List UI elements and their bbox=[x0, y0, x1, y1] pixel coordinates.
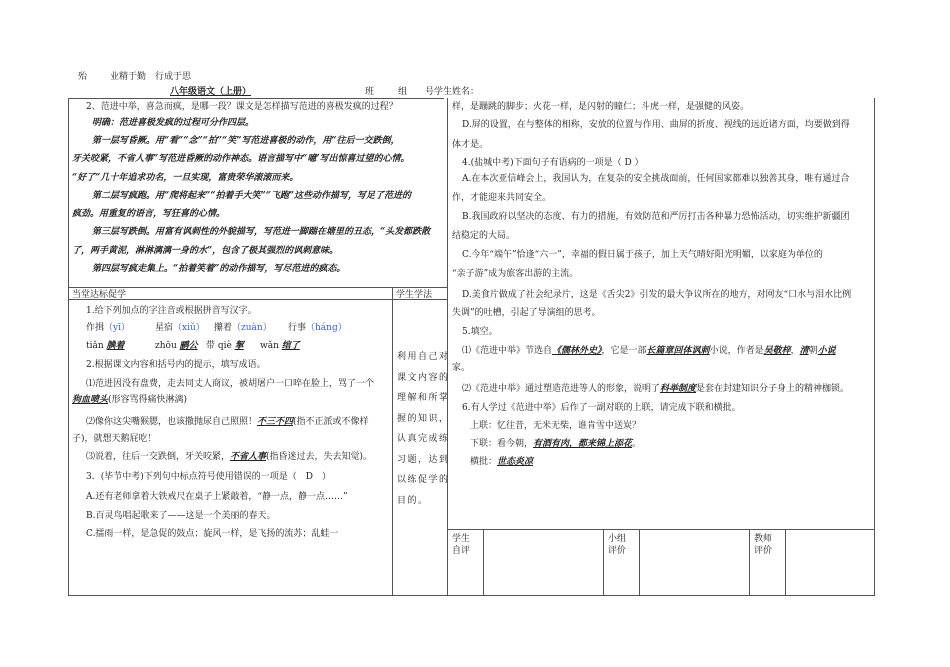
pinyin-hanzi: 鹂公 bbox=[179, 341, 198, 351]
group-eval-1: 小组 bbox=[608, 534, 627, 544]
method-line: 习题，达到 bbox=[397, 454, 450, 465]
teacher-eval-1: 教师 bbox=[754, 534, 773, 544]
pinyin-answer: （háng） bbox=[306, 323, 347, 333]
self-eval-2: 自评 bbox=[452, 546, 471, 556]
q5a-ans5: 小说 bbox=[817, 346, 836, 356]
pinyin-prompt: tiǎn bbox=[86, 341, 107, 351]
q5a-ans1: 《儒林外史》 bbox=[552, 346, 602, 356]
left-section-divider bbox=[68, 287, 448, 288]
q3-option-a: A.还有老师拿着大铁戒尺在桌子上紧敲着，“静一点，静一点……” bbox=[86, 492, 348, 502]
q2a-part2: (形容骂得痛快淋漓) bbox=[108, 395, 188, 405]
right-line: D.屏的设置，在与整体的相称，安放的位置与作用、曲屏的折度、视线的远近诸方面，均要做到得 bbox=[462, 120, 850, 130]
method-line: 握的知识， bbox=[397, 413, 450, 424]
q5a-ans2: 长篇章回体讽刺 bbox=[646, 346, 710, 356]
method-column-divider bbox=[392, 287, 393, 595]
right-line: 体才是。 bbox=[452, 140, 489, 150]
method-line: 理解和所掌 bbox=[397, 393, 450, 403]
q5b-p1: ⑵《范进中举》通过塑造范进等人的形象，说明了 bbox=[462, 384, 661, 394]
right-line: 作，才能迎来共同安全。 bbox=[452, 193, 552, 203]
pinyin-prompt: zhōu bbox=[155, 341, 180, 351]
pinyin-word: 攥着 bbox=[214, 323, 233, 333]
outer-bottom-border bbox=[68, 595, 875, 596]
q2c-part1: ⑶说着，往后一交跌倒，牙关咬紧， bbox=[86, 452, 231, 462]
method-line: 认真完成练 bbox=[397, 434, 450, 444]
q5a-p3: 小说，作者是 bbox=[709, 346, 764, 356]
q3-option-c: C.擂雨一样，是急促的鼓点；旋风一样，是飞扬的流苏；乱蛙一 bbox=[86, 529, 339, 539]
q2c-answer: 不省人事 bbox=[230, 452, 267, 462]
outer-left-border bbox=[68, 98, 69, 596]
q5a-ans4: 清 bbox=[799, 346, 809, 356]
pinyin-answer: （zuàn） bbox=[232, 323, 272, 333]
q5a-p5: 朝 bbox=[808, 346, 818, 356]
q5a-p1: ⑴《范进中举》节选自 bbox=[462, 346, 553, 356]
q5a-p2: ，它是一部 bbox=[601, 346, 647, 356]
pinyin-prompt: 带 qiè bbox=[206, 341, 235, 351]
self-eval-1: 学生 bbox=[452, 534, 471, 544]
question-2: 2、范进中举，喜急而疯，是哪一段？课文是怎样描写范进的喜极发疯的过程？ bbox=[86, 102, 398, 112]
q5a-line2: 家。 bbox=[452, 363, 471, 373]
header-underline-left bbox=[68, 98, 444, 99]
pinyin-prompt: wǎn bbox=[260, 341, 282, 351]
analysis-line: “好了”几十年追求功名，一旦实现，富贵荣华滚滚而来。 bbox=[72, 173, 299, 183]
analysis-line: 疯劲。用重复的语言，写狂喜的心情。 bbox=[72, 209, 226, 219]
pinyin-item bbox=[288, 322, 347, 334]
self-eval-label bbox=[452, 533, 470, 557]
pinyin-hanzi: 绾了 bbox=[281, 341, 300, 351]
method-line: 目的。 bbox=[397, 495, 429, 506]
pinyin-item bbox=[155, 322, 205, 334]
pinyin-answer: （yī） bbox=[104, 323, 130, 333]
lower-end: 。 bbox=[632, 439, 642, 449]
q1-prompt: 1.给下列加点的字注音或根据拼音写汉字。 bbox=[86, 306, 257, 316]
q2b-part1: ⑵像你这尖嘴猴腮，也该撒抛尿自己照照！ bbox=[86, 417, 258, 427]
q6-prompt: 6.有人学过《范进中举》后作了一副对联的上联，请完成下联和横批。 bbox=[462, 403, 741, 413]
lower-label: 下联：看今朝， bbox=[470, 439, 534, 449]
heng-answer: 世态炎凉 bbox=[497, 457, 534, 467]
analysis-line: 明确：范进喜极发疯的过程可分作四层。 bbox=[92, 118, 255, 128]
q5a-ans3: 吴敬梓 bbox=[763, 346, 791, 356]
section-title: 当堂达标促学 bbox=[72, 290, 127, 300]
q2c-text bbox=[86, 451, 372, 463]
eval-div4 bbox=[749, 529, 750, 595]
q2a-text bbox=[86, 378, 374, 390]
eval-div5 bbox=[785, 529, 786, 595]
q2-prompt: 2.根据课文内容和括号内的提示，填写成语。 bbox=[86, 360, 266, 370]
class-label: 班 bbox=[365, 87, 375, 97]
pinyin-word: 作揖 bbox=[86, 323, 105, 333]
subject-title: 八年级语文（上册） bbox=[170, 87, 252, 97]
q3-prompt: 3．(毕节中考)下列句中标点符号使用错误的一项是（ D ） bbox=[86, 472, 331, 482]
right-line: D.美食片做成了社会纪录片，这是《舌尖2》引发的最大争议所在的地方，对网友“口水与泪水比例 bbox=[462, 290, 852, 300]
right-line: 样，是蹦跳的脚步；火花一样，是闪射的瞳仁；斗虎一样，是强健的风姿。 bbox=[452, 102, 750, 112]
q2a-part1: ⑴范进因没有盘费，走去同丈人商议，被胡屠户一口啐在脸上，骂了一个 bbox=[86, 379, 375, 389]
q2b-part2: (指不正派或不像样 bbox=[293, 417, 369, 427]
q2b-text bbox=[86, 416, 369, 428]
pinyin-item bbox=[155, 340, 198, 352]
q2c-part2: (指昏迷过去，失去知觉)。 bbox=[266, 452, 373, 462]
q5a-p4: ， bbox=[790, 346, 800, 356]
pinyin-item bbox=[86, 340, 125, 352]
pinyin-item bbox=[86, 322, 130, 334]
pinyin-answer: （xiǔ） bbox=[173, 323, 205, 333]
teacher-eval-label bbox=[754, 533, 772, 557]
couplet-heng bbox=[470, 456, 533, 468]
q3-option-b: B.百灵鸟唱起歌来了——这是一个美丽的春天。 bbox=[86, 511, 276, 521]
pinyin-hanzi: 腆着 bbox=[106, 341, 125, 351]
q5b-ans: 科举制度 bbox=[660, 384, 697, 394]
right-line: 失调”的吐槽，引起了导演组的思考。 bbox=[452, 308, 601, 318]
analysis-line: 第三层写跌倒。用富有讽刺性的外貌描写，写范进一脚踹在塘里的丑态，“头发都跌散 bbox=[92, 227, 431, 237]
pinyin-item bbox=[260, 340, 300, 352]
analysis-line: 第四层写疯走集上。“拍着笑着”的动作描写，写尽范进的疯态。 bbox=[92, 264, 346, 274]
couplet-upper: 上联：忆往昔，无米无柴，谁肯雪中送炭？ bbox=[470, 421, 642, 431]
pinyin-word: 星宿 bbox=[155, 323, 174, 333]
eval-div1 bbox=[483, 529, 484, 595]
right-line: B.我国政府以坚决的态度、有力的措施，有效防范和严厉打击各种暴力恐怖活动，切实维护新疆团 bbox=[462, 212, 850, 222]
right-line: A.在本次亚信峰会上，我国认为，在复杂的安全挑战面前，任何国家都难以独善其身，唯有通过合 bbox=[462, 174, 850, 184]
q5b-text bbox=[462, 383, 849, 395]
right-line: 5.填空。 bbox=[462, 327, 498, 337]
analysis-line: 第一层写昏厥。用“看”“念”“拍”“笑”写范进喜极的动作，用“往后一交跌倒， bbox=[92, 136, 400, 146]
lower-answer: 有酒有肉，都来锦上添花 bbox=[533, 439, 633, 449]
right-line: 4.(盐城中考)下面句子有语病的一项是（ D ） bbox=[462, 158, 644, 168]
outer-right-border bbox=[874, 98, 875, 596]
motto-left: 殆 bbox=[78, 72, 88, 82]
motto: 业精于勤 行成于思 bbox=[110, 72, 192, 82]
q2a-answer: 狗血喷头 bbox=[72, 395, 109, 405]
q5a-text bbox=[462, 345, 836, 357]
q5b-p2: 是套在封建知识分子身上的精神枷锁。 bbox=[696, 384, 850, 394]
name-label: 号学生姓名： bbox=[425, 87, 480, 97]
q2b-line2: 子)，就想天鹅屁吃！ bbox=[72, 434, 157, 444]
method-line: 课文内容的 bbox=[397, 372, 450, 383]
method-line: 以练促学的 bbox=[397, 475, 450, 485]
pinyin-item bbox=[214, 322, 272, 334]
right-line: 结稳定的大局。 bbox=[452, 231, 516, 241]
couplet-lower bbox=[470, 438, 641, 450]
eval-div3 bbox=[639, 529, 640, 595]
analysis-line: 了，两手黄泥，淋淋漓漓一身的水”，包含了极其强烈的讽刺意味。 bbox=[72, 246, 339, 256]
eval-top-border bbox=[447, 529, 875, 530]
group-label: 组 bbox=[398, 87, 408, 97]
eval-div2 bbox=[603, 529, 604, 595]
group-eval-label bbox=[608, 533, 626, 557]
method-title: 学生学法 bbox=[396, 290, 433, 300]
teacher-eval-2: 评价 bbox=[754, 546, 773, 556]
pinyin-item bbox=[206, 340, 244, 352]
method-line: 利用自己对 bbox=[397, 352, 450, 362]
group-eval-2: 评价 bbox=[608, 546, 627, 556]
right-line: C.今年“端午”恰逢“六一”，幸福的假日属于孩子，加上天气晴好阳光明媚，以家庭为单位的 bbox=[462, 250, 823, 260]
analysis-line: 第二层写疯跑。用“爬将起来”“拍着手大笑”“飞跑”这些动作描写，写足了范进的 bbox=[92, 191, 412, 201]
center-divider bbox=[447, 98, 448, 596]
pinyin-hanzi: 挈 bbox=[234, 341, 244, 351]
right-line: “亲子游”成为旅客出游的主流。 bbox=[452, 269, 579, 279]
q2b-answer: 不三不四 bbox=[257, 417, 294, 427]
analysis-line: 牙关咬紧，不省人事”写范进昏厥的动作神态。语言描写中“噫’写出惊喜过望的心情。 bbox=[72, 154, 410, 164]
q2a-line2 bbox=[72, 394, 187, 406]
heng-label: 横批： bbox=[470, 457, 498, 467]
pinyin-word: 行事 bbox=[288, 323, 307, 333]
